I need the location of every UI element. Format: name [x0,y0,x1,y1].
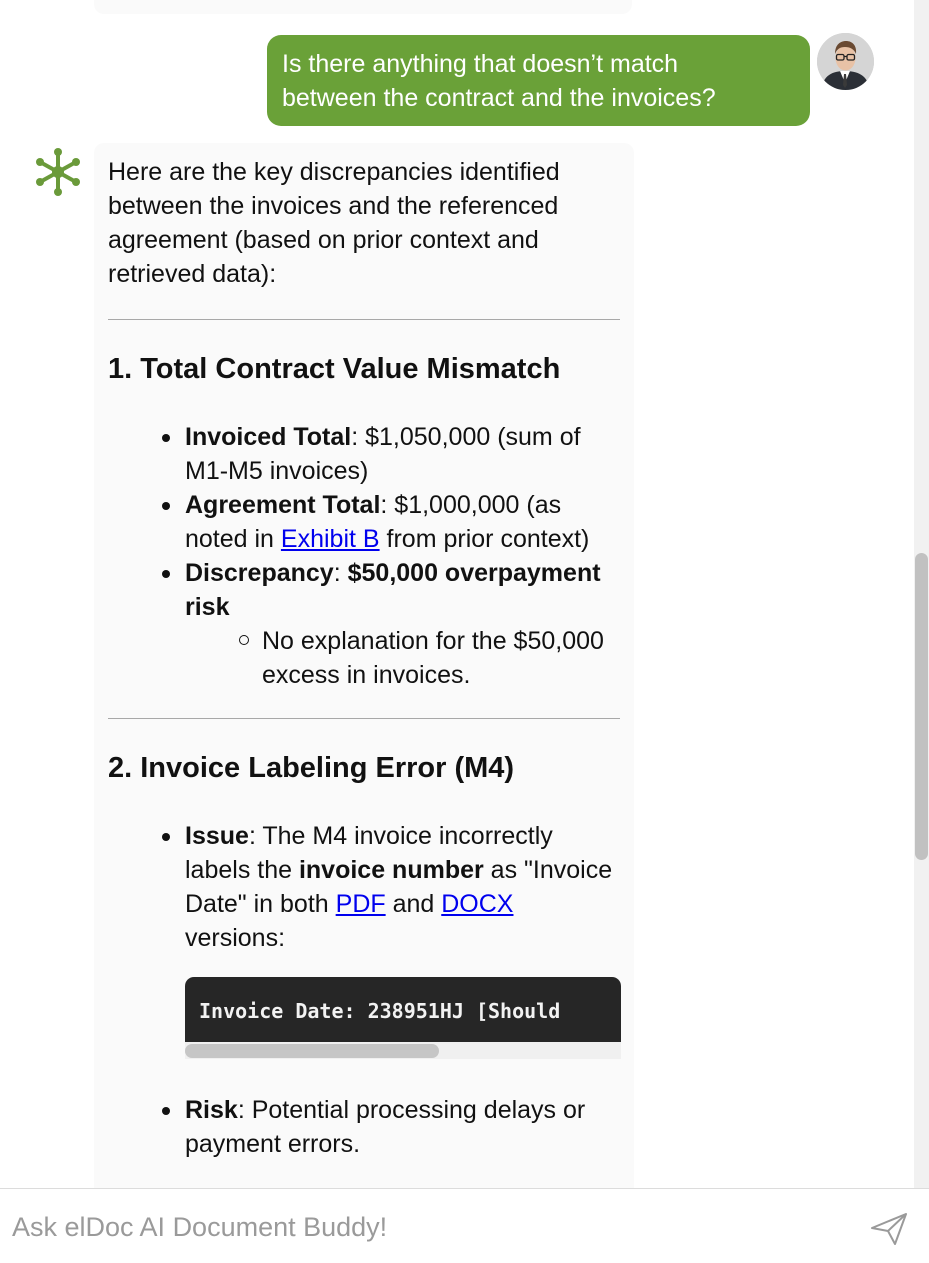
user-message-line1: Is there anything that doesn’t match [282,50,679,78]
item-text: : $1,000,000 (as noted in [185,491,562,553]
item-text: and [385,890,442,918]
code-horizontal-scrollbar[interactable] [185,1042,621,1059]
assistant-intro-text: Here are the key discrepancies identified between the invoices and the referenced agreement (based on prior context and retrieved data): [108,158,560,288]
exhibit-b-link[interactable]: Exhibit B [280,525,380,553]
sub-list-item: No explanation for the $50,000 excess in invoices. [262,624,620,692]
item-bold-text: invoice number [298,856,484,884]
code-scrollbar-thumb[interactable] [185,1044,439,1058]
send-icon [869,1211,909,1247]
item-text: as "Invoice Date" in both [185,856,613,918]
list-item-discrepancy [185,556,620,692]
code-block-container [185,977,621,1059]
divider [108,319,620,320]
item-label: Discrepancy [185,559,334,587]
item-text: versions: [185,924,286,952]
eldoc-logo-icon [34,148,82,196]
list-item-risk [185,1093,620,1161]
item-label: Agreement Total [185,491,381,519]
discrepancy-sublist [185,624,620,692]
pdf-link[interactable]: PDF [335,890,386,918]
user-message-bubble [267,35,810,126]
discrepancy-value: $50,000 overpayment risk [185,559,601,621]
item-label: Invoiced Total [185,423,352,451]
message-input[interactable] [12,1207,832,1247]
previous-message-bubble [94,0,632,14]
chat-scrollbar-thumb[interactable] [915,553,928,860]
list-item-invoiced-total [185,420,620,488]
discrepancy-list-1 [108,420,620,692]
user-avatar [817,33,874,90]
discrepancy-list-2 [108,819,620,1161]
code-block: Invoice Date: 238951HJ [Should [185,977,621,1042]
section-heading-2: 2. Invoice Labeling Error (M4) [108,752,515,784]
item-text: : $1,050,000 (sum of M1-M5 invoices) [185,423,581,485]
item-label: Risk [185,1096,238,1124]
list-item-issue [185,819,620,1059]
item-label: Issue [185,822,249,850]
user-message [267,35,810,126]
avatar-photo-icon [817,33,874,90]
message-input-bar [0,1188,929,1263]
item-text: : The M4 invoice incorrectly labels the [185,822,553,884]
send-button[interactable] [869,1211,909,1247]
section-heading-1: 1. Total Contract Value Mismatch [108,353,561,385]
item-text: : Potential processing delays or payment errors. [185,1096,586,1158]
assistant-message-bubble [94,143,634,1188]
list-item-agreement-total [185,488,620,556]
item-text: from prior context) [379,525,590,553]
item-separator: : [333,559,348,587]
docx-link[interactable]: DOCX [441,890,514,918]
user-message-line2: between the contract and the invoices? [282,84,716,112]
divider [108,718,620,719]
chat-scrollbar[interactable] [914,0,929,1188]
